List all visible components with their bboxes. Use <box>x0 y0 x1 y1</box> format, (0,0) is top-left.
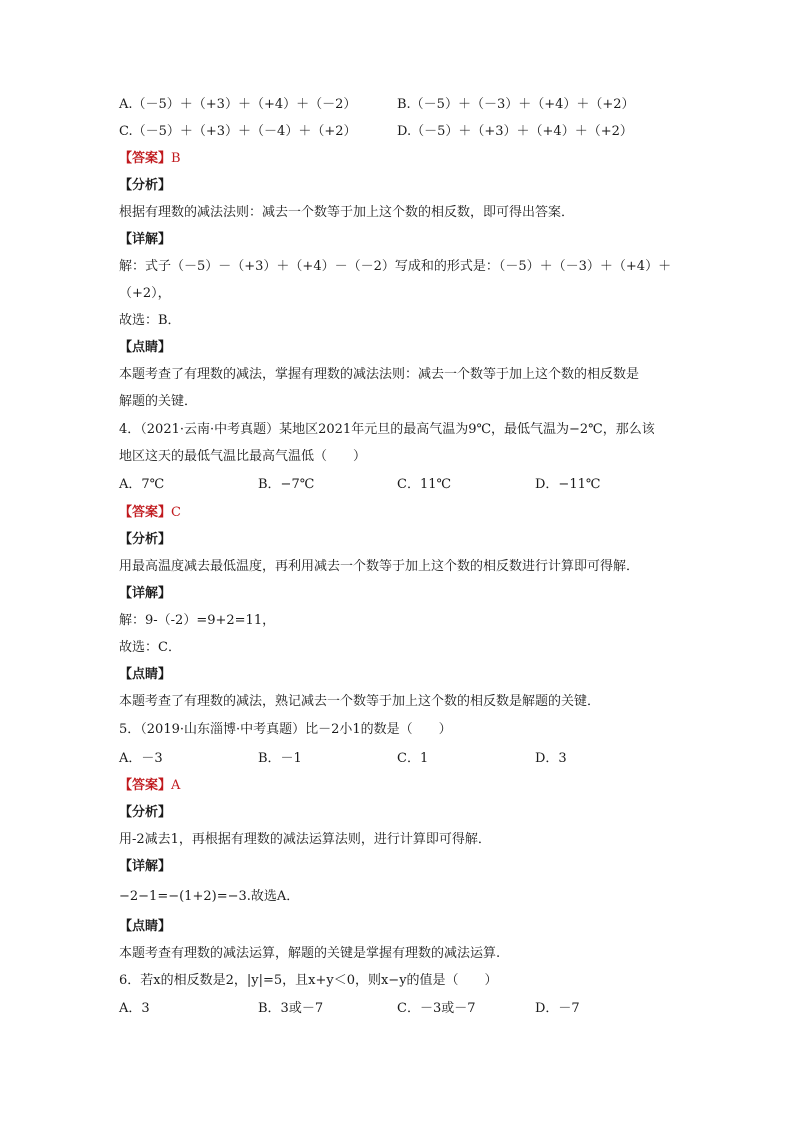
q6-option-d: D．－7 <box>535 1001 580 1016</box>
q3-comment-line: 本题考查了有理数的减法，掌握有理数的减法法则：减去一个数等于加上这个数的相反数是 <box>119 367 640 382</box>
answer-value: C <box>171 505 181 520</box>
q3-option-b: B.（－5）＋（－3）＋（+4）＋（+2） <box>397 97 635 112</box>
q4-option-b: B．−7℃ <box>258 477 315 492</box>
q3-comment-line: 解题的关键． <box>119 394 198 409</box>
q3-option-c: C.（－5）＋（+3）＋（－4）＋（+2） <box>119 124 357 139</box>
q3-detail-line: 解：式子（－5）－（+3）＋（+4）－（－2）写成和的形式是：（－5）＋（－3）＋（+4）＋ <box>119 259 672 274</box>
answer-tag: 【答案】 <box>119 151 172 166</box>
q4-analysis-tag: 【分析】 <box>119 532 172 547</box>
answer-value: A <box>171 778 181 793</box>
q5-analysis-tag: 【分析】 <box>119 805 172 820</box>
q5-option-c: C．1 <box>397 751 429 766</box>
q4-comment-tag: 【点睛】 <box>119 667 172 682</box>
q4-option-d: D．−11℃ <box>535 477 601 492</box>
q4-answer <box>119 503 181 523</box>
q4-comment-text: 本题考查了有理数的减法，熟记减去一个数等于加上这个数的相反数是解题的关键． <box>119 694 601 709</box>
q3-detail-tag: 【详解】 <box>119 232 172 247</box>
q4-option-c: C．11℃ <box>397 477 452 492</box>
q5-comment-text: 本题考查有理数的减法运算，解题的关键是掌握有理数的减法运算. <box>119 946 501 961</box>
q5-answer <box>119 776 180 796</box>
q4-analysis-text: 用最高温度减去最低温度，再利用减去一个数等于加上这个数的相反数进行计算即可得解． <box>119 559 640 574</box>
q3-answer <box>119 149 181 169</box>
q6-option-a: A．3 <box>119 1001 150 1016</box>
q5-option-d: D．3 <box>535 751 567 766</box>
answer-tag: 【答案】 <box>119 778 172 793</box>
q4-option-a: A．7℃ <box>119 477 165 492</box>
q6-option-b: B．3或－7 <box>258 1001 324 1016</box>
q3-comment-tag: 【点睛】 <box>119 340 172 355</box>
q4-detail-line: 解：9-（-2）=9+2=11， <box>119 613 276 628</box>
answer-tag: 【答案】 <box>119 505 172 520</box>
q5-option-b: B．－1 <box>258 751 302 766</box>
q5-stem: 5．（2019·山东淄博·中考真题）比－2小1的数是（ ） <box>119 722 452 737</box>
q6-stem: 6．若x的相反数是2，|y|=5，且x+y＜0，则x−y的值是（ ） <box>119 973 498 988</box>
q6-option-c: C．－3或－7 <box>397 1001 476 1016</box>
q5-detail-equation: −2−1=−(1+2)=−3.故选A． <box>119 889 300 904</box>
q4-stem-line: 4．（2021·云南·中考真题）某地区2021年元旦的最高气温为9℃，最低气温为−2℃，那么该 <box>119 422 655 437</box>
q3-analysis-tag: 【分析】 <box>119 178 172 193</box>
q3-detail-line: （+2）， <box>119 286 171 301</box>
q5-option-a: A．－3 <box>119 751 163 766</box>
q3-option-a: A.（－5）＋（+3）＋（+4）＋（－2） <box>119 97 357 112</box>
q4-detail-line: 故选：C． <box>119 640 181 655</box>
q3-analysis-text: 根据有理数的减法法则：减去一个数等于加上这个数的相反数，即可得出答案． <box>119 205 575 220</box>
answer-value: B <box>171 151 181 166</box>
q5-detail-tag: 【详解】 <box>119 859 172 874</box>
q5-comment-tag: 【点睛】 <box>119 919 172 934</box>
q4-stem-line: 地区这天的最低气温比最高气温低（ ） <box>119 449 367 464</box>
q3-option-d: D.（－5）＋（+3）＋（+4）＋（+2） <box>397 124 633 139</box>
q4-detail-tag: 【详解】 <box>119 586 172 601</box>
q5-analysis-text: 用-2减去1，再根据有理数的减法运算法则，进行计算即可得解． <box>119 832 491 847</box>
q3-detail-line: 故选：B． <box>119 313 181 328</box>
